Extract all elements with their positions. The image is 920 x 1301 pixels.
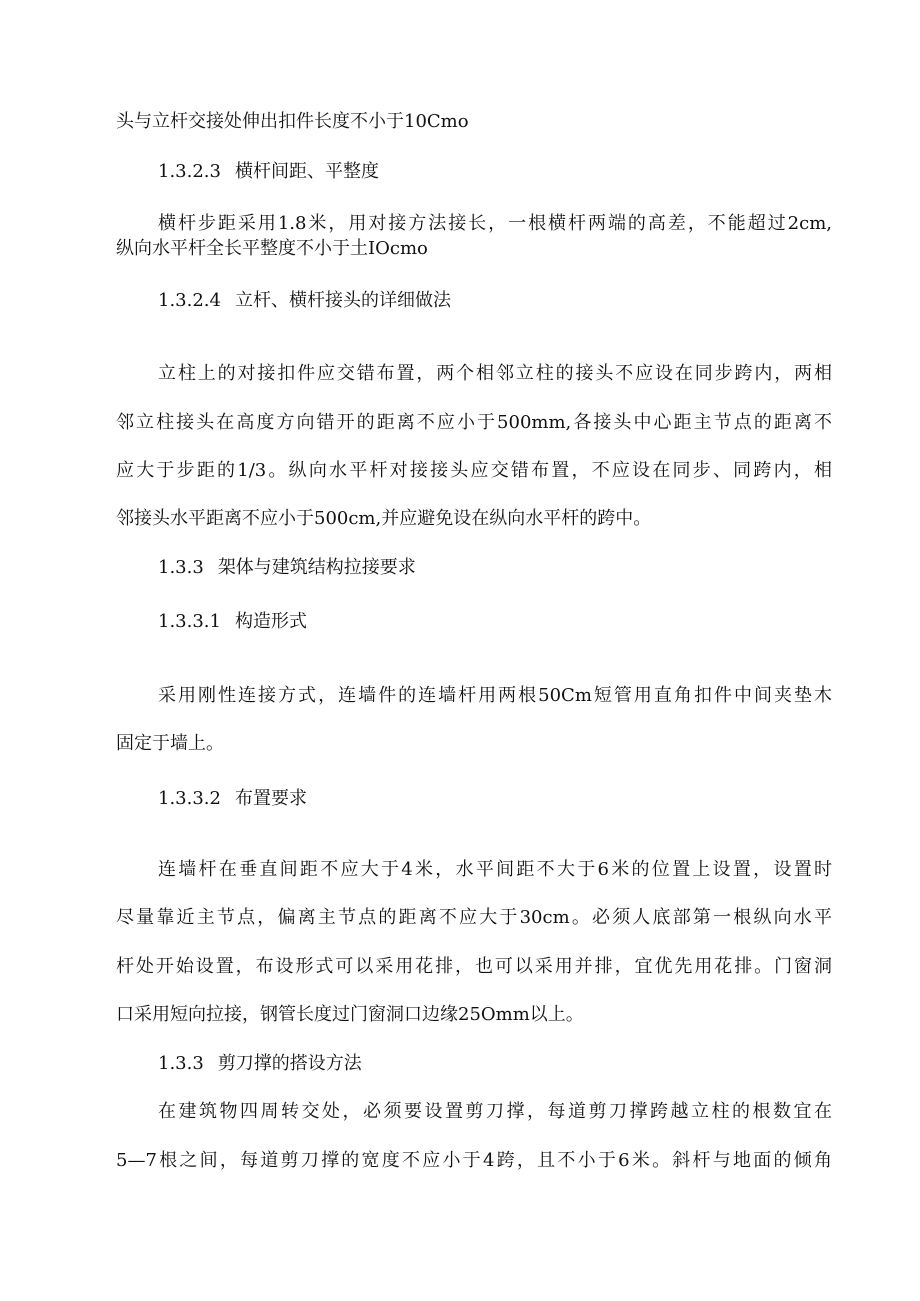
paragraph-line: 采用刚性连接方式，连墙件的连墙杆用两根50Cm短管用直角扣件中间夹垫木 xyxy=(158,685,832,706)
paragraph-line: 杆处开始设置，布设形式可以采用花排，也可以采用并排，宜优先用花排。门窗洞 xyxy=(116,956,832,977)
section-number: 1.3.3.1 xyxy=(158,611,221,632)
section-heading-133 xyxy=(158,556,416,580)
paragraph-line: 头与立杆交接处伸出扣件长度不小于10Cmo xyxy=(116,111,469,132)
section-title: 构造形式 xyxy=(234,611,307,632)
paragraph-line: 尽量靠近主节点，偏离主节点的距离不应大于30cm。必须人底部第一根纵向水平 xyxy=(116,907,832,928)
section-heading-1323 xyxy=(158,160,379,184)
section-number: 1.3.3 xyxy=(158,557,204,578)
paragraph-line: 口采用短向拉接，钢管长度过门窗洞口边缘25Omm以上。 xyxy=(116,1004,584,1025)
section-number: 1.3.2.4 xyxy=(158,290,221,311)
paragraph-line: 邻立柱接头在高度方向错开的距离不应小于500mm,各接头中心距主节点的距离不 xyxy=(116,412,832,433)
paragraph-line: 纵向水平杆全长平整度不小于土IOcmo xyxy=(116,238,428,259)
section-title: 布置要求 xyxy=(234,788,307,809)
section-number: 1.3.3 xyxy=(158,1053,204,1074)
section-number: 1.3.3.2 xyxy=(158,788,221,809)
section-title: 横杆间距、平整度 xyxy=(234,161,379,182)
paragraph-line: 固定于墙上。 xyxy=(116,733,224,754)
section-heading-133-bracing xyxy=(158,1052,362,1076)
paragraph-line: 横杆步距采用1.8米，用对接方法接长，一根横杆两端的高差，不能超过2cm, xyxy=(158,213,832,234)
section-title: 剪刀撑的搭设方法 xyxy=(217,1053,362,1074)
paragraph-line: 应大于步距的1/3。纵向水平杆对接接头应交错布置，不应设在同步、同跨内，相 xyxy=(116,460,832,481)
paragraph-line: 连墙杆在垂直间距不应大于4米，水平间距不大于6米的位置上设置，设置时 xyxy=(158,859,832,880)
paragraph-line: 在建筑物四周转交处，必须要设置剪刀撑，每道剪刀撑跨越立柱的根数宜在 xyxy=(158,1101,832,1122)
paragraph-line: 邻接头水平距离不应小于500cm,并应避免设在纵向水平杆的跨中。 xyxy=(116,508,652,529)
paragraph-line: 5—7根之间，每道剪刀撑的宽度不应小于4跨，且不小于6米。斜杆与地面的倾角 xyxy=(116,1150,832,1171)
section-title: 立杆、横杆接头的详细做法 xyxy=(234,290,451,311)
section-heading-1324 xyxy=(158,289,451,313)
section-title: 架体与建筑结构拉接要求 xyxy=(217,557,416,578)
section-heading-1331 xyxy=(158,610,307,634)
section-heading-1332 xyxy=(158,787,307,811)
section-number: 1.3.2.3 xyxy=(158,161,221,182)
paragraph-line: 立柱上的对接扣件应交错布置，两个相邻立柱的接头不应设在同步跨内，两相 xyxy=(158,363,832,384)
